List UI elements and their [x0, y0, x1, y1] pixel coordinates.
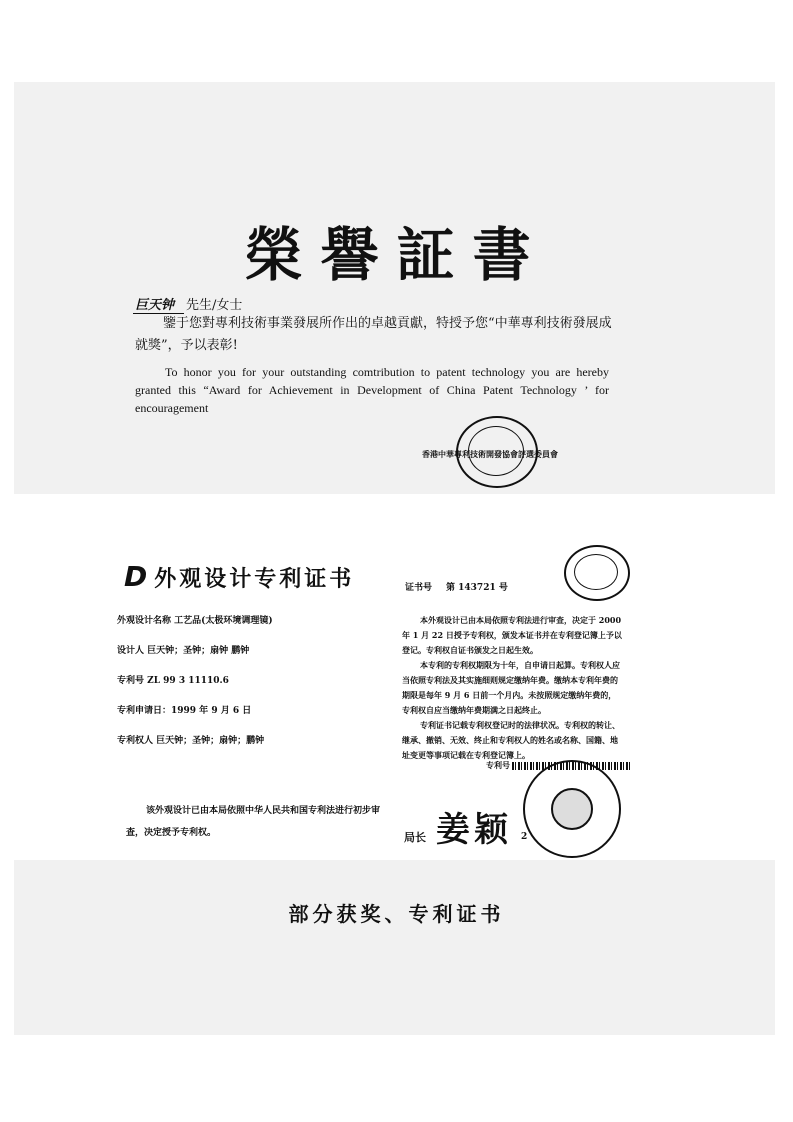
grant-statement — [126, 800, 386, 844]
certificate-number — [405, 580, 522, 593]
honor-english-paragraph: To honor you for your outstanding comtribution to patent technology you are hereby granted this “Award for Achievement in Development of China Patent Technology ’ for encouragement — [135, 365, 609, 415]
field-designer: 设计人 巨天钟；圣钟；扇钟 鹏钟 — [117, 646, 250, 656]
seal-emblem-icon — [551, 788, 593, 830]
recipient-signature: 巨天钟 — [133, 294, 184, 314]
field-filing-date: 专利申请日：1999 年 9 月 6 日 — [117, 706, 252, 716]
cert-no-label: 证书号 — [405, 583, 433, 593]
field-design-name: 外观设计名称 工艺品(太极环境调理镜) — [117, 616, 273, 626]
grant-statement-text: 该外观设计已由本局依照中华人民共和国专利法进行初步审查，决定授予专利权。 — [126, 806, 381, 838]
director-label: 局长 — [404, 831, 426, 844]
cert-no-value: 第 143721 号 — [446, 583, 508, 593]
honor-english-text — [135, 363, 609, 417]
patent-office-logo: D — [124, 560, 151, 593]
patent-fields — [117, 613, 273, 763]
patent-terms-text — [402, 613, 622, 763]
patent-title-text: 外观设计专利证书 — [154, 566, 355, 592]
field-patentee: 专利权人 巨天钟；圣钟；扇钟；鹏钟 — [117, 736, 265, 746]
terms-paragraph-1: 本外观设计已由本局依照专利法进行审查，决定于 2000 年 1 月 22 日授予专利权，颁发本证书并在专利登记簿上予以登记。专利权自证书颁发之日起生效。 — [402, 615, 622, 655]
patent-number-label: 专利号 — [486, 760, 510, 770]
director-signature — [404, 802, 512, 851]
field-patent-number: 专利号 ZL 99 3 11110.6 — [117, 676, 229, 686]
patent-office-stamp-small — [564, 545, 630, 601]
scan-band-bottom — [14, 860, 775, 1035]
small-stamp-inner-ring — [574, 554, 618, 590]
recipient-line — [133, 294, 242, 314]
date-fragment: 2 — [521, 832, 528, 842]
issuer-seal-text: 香港中華專利技術開發協會評選委員會 — [422, 449, 558, 459]
honor-chinese-text: 鑒于您對專利技術事業發展所作出的卓越貢獻，特授予您“中華專利技術發展成就獎”，予以表彰! — [135, 316, 612, 353]
terms-paragraph-2: 本专利的专利权期限为十年，自申请日起算。专利权人应当依照专利法及其实施细则规定缴纳年费。缴纳本专利年费的期限是每年 9 月 6 日前一个月内。未按照规定缴纳年费的，专利权自应当缴纳年费期满之日起终止。 — [402, 660, 620, 715]
terms-paragraph-3: 专利证书记载专利权登记时的法律状况。专利权的转让、继承、撤销、无效、终止和专利权人的姓名或名称、国籍、地址变更等事项记载在专利登记簿上。 — [402, 720, 620, 760]
recipient-suffix: 先生/女士 — [186, 298, 243, 313]
patent-certificate-title — [124, 560, 354, 593]
director-name: 姜颖 — [436, 810, 512, 850]
state-patent-office-seal — [523, 760, 621, 858]
page-caption: 部分获奖、专利证书 — [288, 902, 505, 926]
honor-certificate-title: 榮譽証書 — [244, 221, 549, 289]
